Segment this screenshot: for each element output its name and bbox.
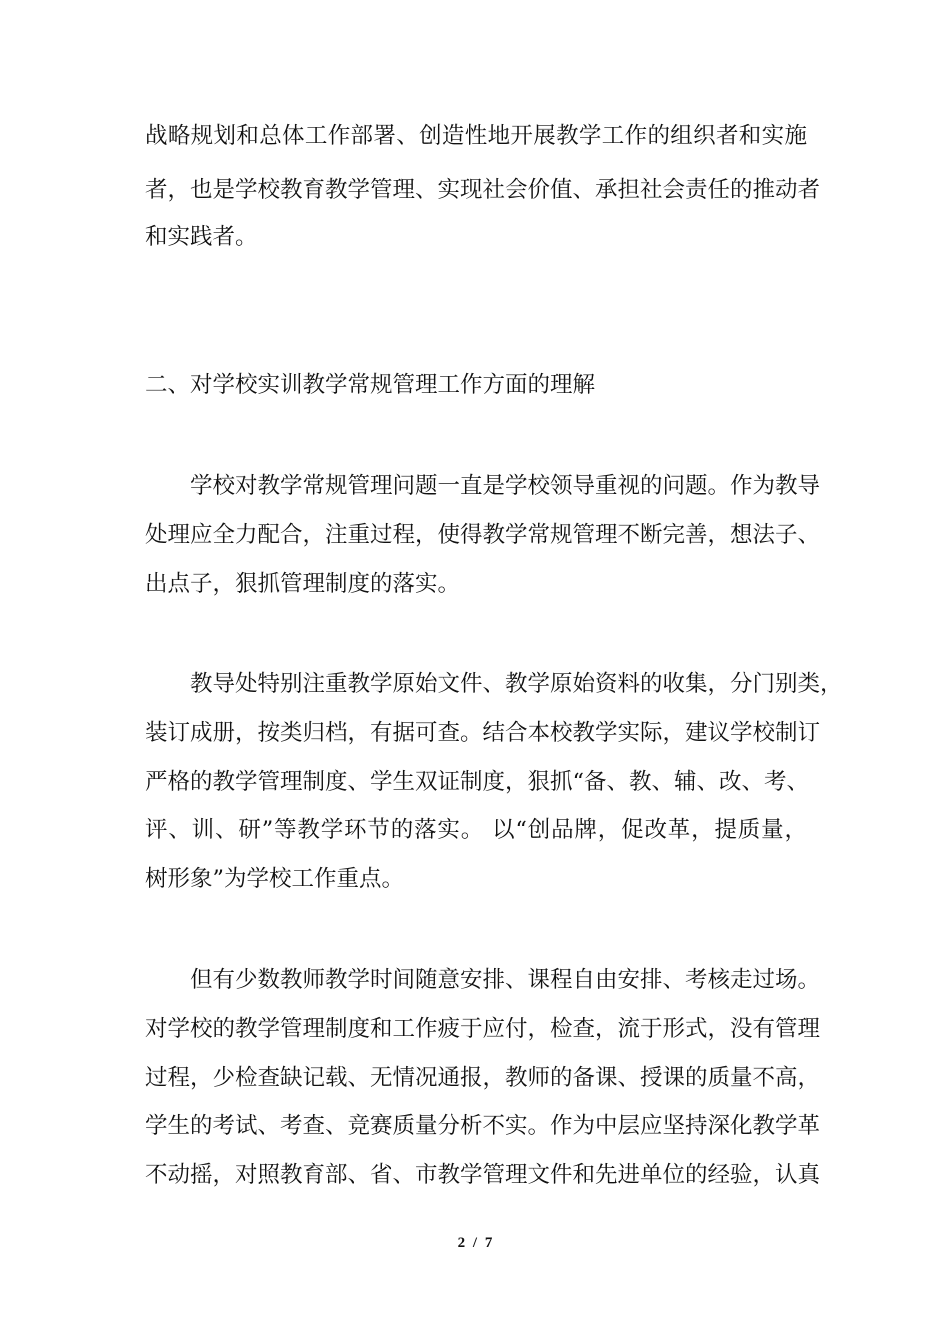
paragraph-line: 学校对教学常规管理问题一直是学校领导重视的问题。作为教导 [190, 473, 821, 499]
paragraph-line: 出点子，狠抓管理制度的落实。 [145, 571, 461, 597]
paragraph-line: 严格的教学管理制度、学生双证制度，狠抓“备、教、辅、改、考、 [145, 769, 810, 795]
paragraph-line: 评、训、研”等教学环节的落实。 以“创品牌，促改革，提质量， [145, 817, 807, 843]
paragraph-line: 过程，少检查缺记载、无情况通报，教师的备课、授课的质量不高， [145, 1065, 821, 1091]
paragraph-line: 战略规划和总体工作部署、创造性地开展教学工作的组织者和实施 [145, 123, 807, 149]
paragraph-line: 处理应全力配合，注重过程，使得教学常规管理不断完善，想法子、 [145, 522, 821, 548]
page-number: 2 / 7 [457, 1235, 493, 1251]
paragraph-line: 装订成册，按类归档，有据可查。结合本校教学实际，建议学校制订 [145, 720, 821, 746]
paragraph-line: 者，也是学校教育教学管理、实现社会价值、承担社会责任的推动者 [145, 177, 821, 203]
paragraph-line: 但有少数教师教学时间随意安排、课程自由安排、考核走过场。 [190, 967, 821, 993]
paragraph-line: 树形象”为学校工作重点。 [145, 866, 405, 892]
paragraph-line: 和实践者。 [145, 224, 258, 250]
paragraph-line: 教导处特别注重教学原始文件、教学原始资料的收集，分门别类， [190, 671, 843, 697]
paragraph-line: 不动摇，对照教育部、省、市教学管理文件和先进单位的经验，认真 [145, 1162, 821, 1188]
paragraph-line: 学生的考试、考查、竞赛质量分析不实。作为中层应坚持深化教学革 [145, 1113, 821, 1139]
paragraph-line: 对学校的教学管理制度和工作疲于应付，检查，流于形式，没有管理 [145, 1016, 821, 1042]
section-heading: 二、对学校实训教学常规管理工作方面的理解 [145, 372, 596, 398]
